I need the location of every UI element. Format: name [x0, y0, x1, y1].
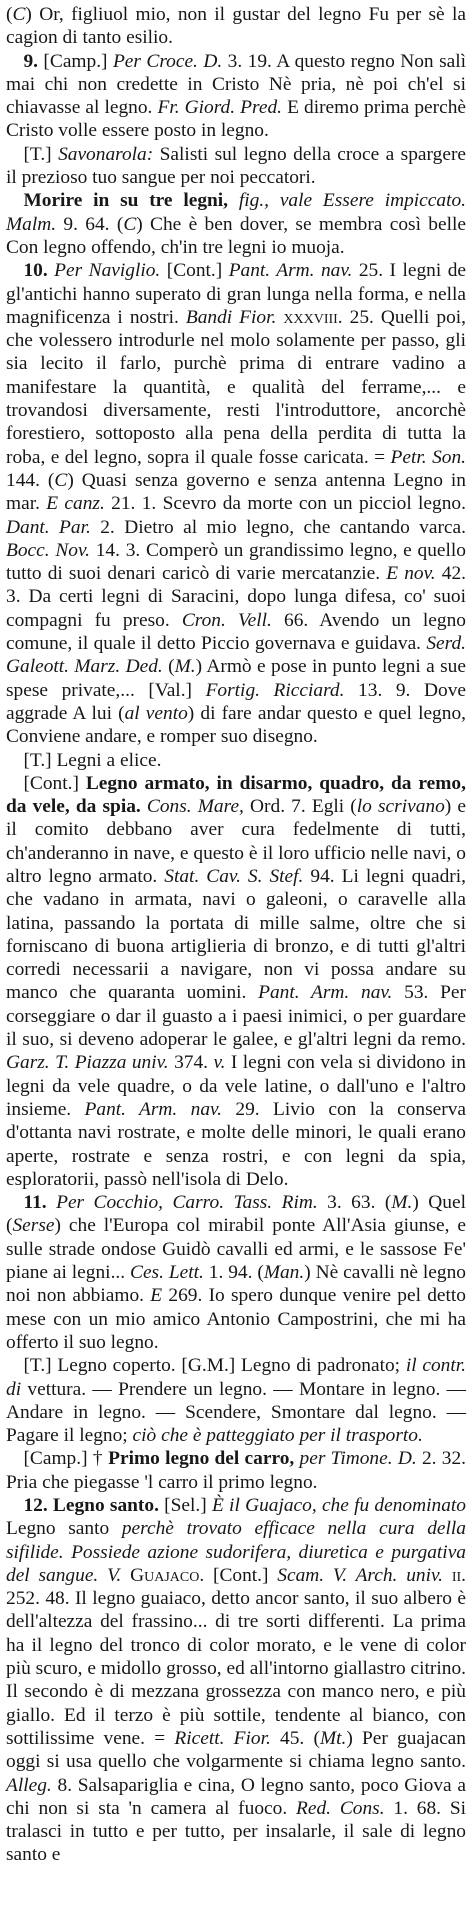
- entry-paragraph: [T.] Savonarola: Salisti sul legno della croce a spargere il prezioso tuo sangue per noi peccatori.: [6, 143, 467, 189]
- entry-paragraph: 11. Per Cocchio, Carro. Tass. Rim. 3. 63. (M.) Quel (Serse) che l'Europa col mirabil ponte All'Asia giunse, e sulle strade ondose Guidò cavalli ed armi, e le sassose Fe' piane ai legni... Ces. Lett. 1. 94. (Man.) Nè cavalli nè legno noi non abbiamo. E 269. Io spero dunque venire pel detto mese con un mio amico Antonio Campostrini, che mi ha offerto il suo legno.: [6, 1192, 467, 1353]
- entry-paragraph: 12. Legno santo. [Sel.] È il Guajaco, che fu denominato Legno santo perchè trovato efficace nella cura della sifilide. Possiede azione sudorifera, diuretica e purgativa del sangue. V. Guajaco. [Cont.] Scam. V. Arch. univ. ii. 252. 48. Il legno guaiaco, detto ancor santo, il suo albero è dell'altezza del frassino... di tre sorti differenti. La prima ha il legno del tronco di color morato, e le vene di color più scuro, e midollo grosso, ed all'intorno giallastro citrino. Il secondo è di mezzana grossezza con manco nero, e più giallo. Ed il terzo è più sottile, tendente al bianco, con sottilissime vene. = Ricett. Fior. 45. (Mt.) Per guajacan oggi si usa quello che volgarmente si chiama legno santo. Alleg. 8. Salsapariglia e cina, O legno santo, poco Giova a chi non si sta 'n camera al fuoco. Red. Cons. 1. 68. Si tralasci in tutto e per tutto, per insalarle, il sale di legno santo e: [6, 1495, 466, 1866]
- entry-paragraph: 9. [Camp.] Per Croce. D. 3. 19. A questo regno Non salì mai chi non credette in Cristo Nè pria, nè poi ch'el si chiavasse al legno. Fr. Giord. Pred. E diremo prima perchè Cristo volle essere posto in legno.: [6, 50, 466, 142]
- entry-paragraph: Morire in su tre legni, fig., vale Essere impiccato. Malm. 9. 64. (C) Che è ben dover, se membra così belle Con legno offendo, ch'in tre legni io muoja.: [6, 190, 467, 258]
- entry-paragraph: [Cont.] Legno armato, in disarmo, quadro, da remo, da vele, da spia. Cons. Mare, Ord. 7. Egli (lo scrivano) e il comito debbano aver cura fedelmente di tutti, ch'anderanno in nave, e questo è il loro ufficio nelle navi, o altro legno armato. Stat. Cav. S. Stef. 94. Li legni quadri, che vadano in armata, navi o galeoni, o caravelle alla latina, passando la portata di mille salme, oltre che si forniscano di buona artiglieria di bronzo, e di tutti gl'altri corredi necessarii a navigare, non vi possa andare su manco che quaranta uomini. Pant. Arm. nav. 53. Per corseggiare o dar il guasto a i paesi inimici, o per guardare il suo, si deveno adoperar le galee, e gl'altri legni da remo. Garz. T. Piazza univ. 374. v. I legni con vela si dividono in legni da vele quadre, o da vele latine, o dall'uno e l'altro insieme. Pant. Arm. nav. 29. Livio con la conserva d'ottanta navi rostrate, e molte delle minori, le quali erano aperte, rostrate e senza rostri, e con legni da spia, esploratorii, passò nell'isola di Delo.: [6, 772, 466, 1190]
- entry-paragraph: [T.] Legno coperto. [G.M.] Legno di padronato; il contr. di vettura. — Prendere un legno. — Montare in legno. — Andare in legno. — Scendere, Smontare dal legno. — Pagare il legno; ciò che è patteggiato per il trasporto.: [6, 1355, 466, 1447]
- entry-paragraph: 10. Per Naviglio. [Cont.] Pant. Arm. nav. 25. I legni de gl'antichi hanno superato di gran lunga nella forma, e nella magnificenza i nostri. Bandi Fior. xxxviii. 25. Quelli poi, che volessero introdurle nel molo solamente per passo, gli sia lecito il farlo, purchè prima di entrare vadino a manifestare la quantità, e qualità del ferrame,... e trovandosi diversamente, resti l'introduttore, ancorchè forestiero, sottoposto alla pena della perdita di tutta la roba, e del legno, sopra il quale fosse caricata. = Petr. Son. 144. (C) Quasi senza governo e senza antenna Legno in mar. E canz. 21. 1. Scevro da morte con un picciol legno. Dant. Par. 2. Dietro al mio legno, che cantando varca. Bocc. Nov. 14. 3. Comperò un grandissimo legno, e quello tutto di suoi denari caricò di varie mercatanzie. E nov. 42. 3. Da certi legni di Saracini, dopo lunga difesa, co' suoi compagni fu preso. Cron. Vell. 66. Avendo un legno comune, il quale il detto Piccio governava e guidava. Serd. Galeott. Marz. Ded. (M.) Armò e pose in punto legni a sue spese private,... [Val.] Fortig. Ricciard. 13. 9. Dove aggrade A lui (al vento) di fare andar questo e quel legno, Conviene andare, e romper suo disegno.: [6, 260, 467, 748]
- entry-paragraph: [Camp.] † Primo legno del carro, per Timone. D. 2. 32. Pria che piegasse 'l carro il primo legno.: [6, 1448, 466, 1493]
- entry-paragraph: [T.] Legni a elice.: [23, 749, 162, 771]
- entry-paragraph: (C) Or, figliuol mio, non il gustar del legno Fu per sè la cagion di tanto esilio.: [6, 4, 466, 49]
